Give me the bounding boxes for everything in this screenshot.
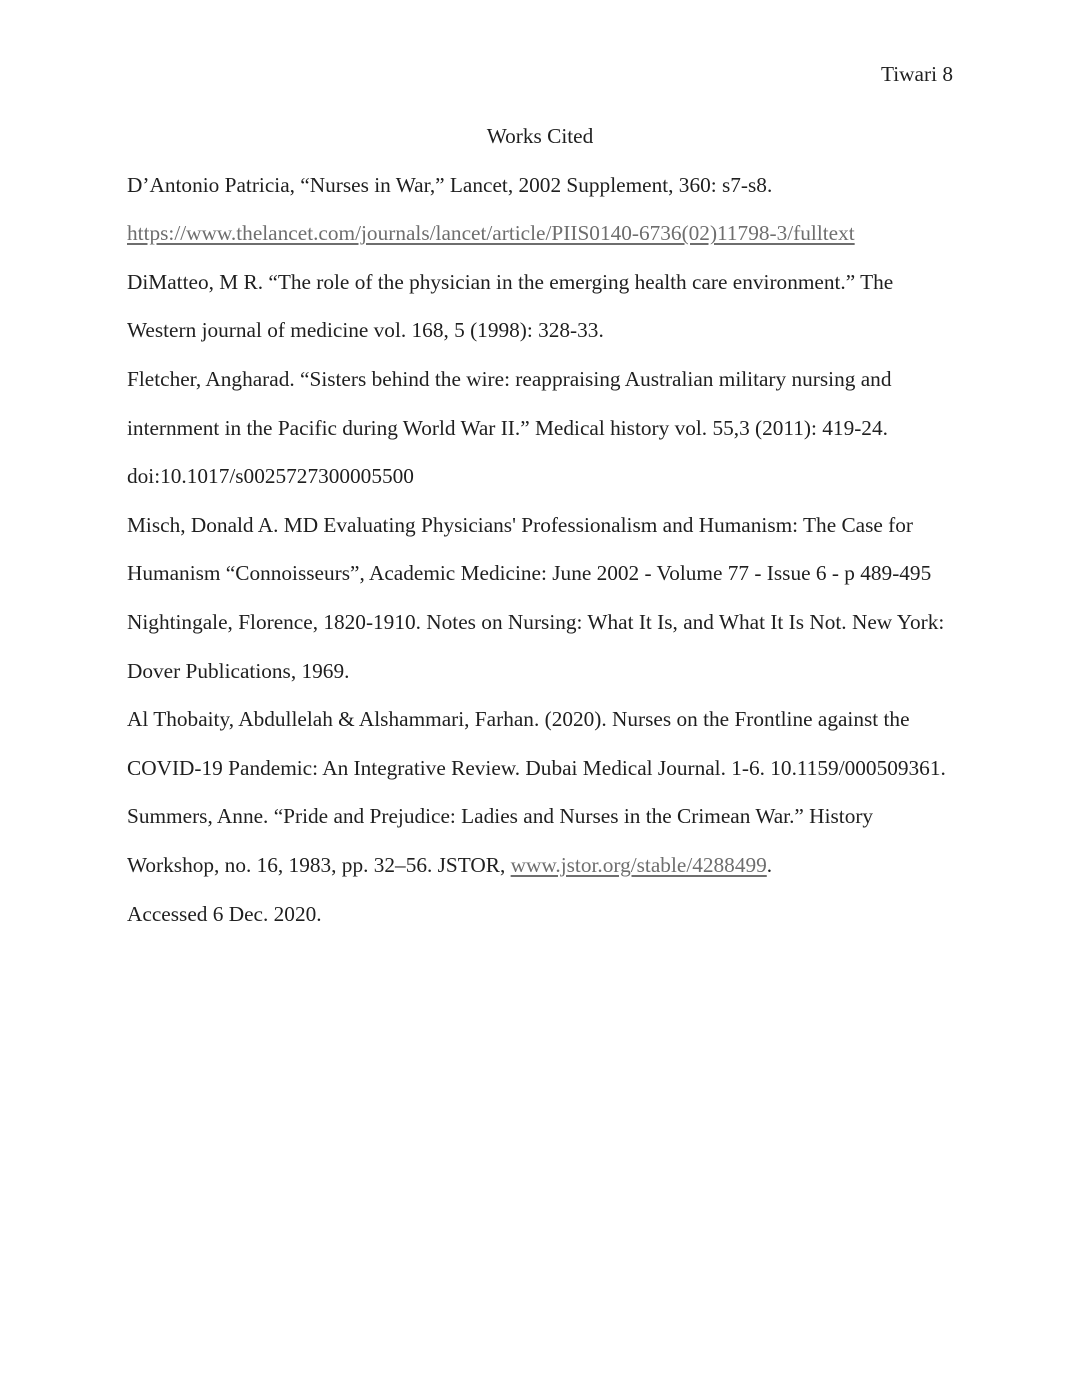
document-line — [127, 209, 953, 258]
document-line — [127, 452, 953, 501]
text-segment: D’Antonio Patricia, “Nurses in War,” Lancet, 2002 Supplement, 360: s7-s8. — [127, 172, 773, 197]
text-segment: Accessed 6 Dec. 2020. — [127, 901, 322, 926]
document-line — [127, 306, 953, 355]
document-line — [127, 161, 953, 210]
document-line — [127, 792, 953, 841]
document-line — [127, 647, 953, 696]
text-segment: . — [766, 852, 773, 877]
document-line — [127, 598, 953, 647]
document-line — [127, 258, 953, 307]
works-cited-body — [127, 112, 953, 938]
document-line — [127, 501, 953, 550]
text-segment: doi:10.1017/s0025727300005500 — [127, 464, 414, 489]
document-line — [127, 841, 953, 890]
hyperlink[interactable]: www.jstor.org/stable/4288499 — [510, 852, 767, 877]
text-segment: Summers, Anne. “Pride and Prejudice: Ladies and Nurses in the Crimean War.” History — [127, 804, 874, 829]
text-segment: Misch, Donald A. MD Evaluating Physicians' Professionalism and Humanism: The Case for — [127, 512, 914, 537]
text-segment: Humanism “Connoisseurs”, Academic Medicine: June 2002 - Volume 77 - Issue 6 - p 489-495 — [127, 561, 932, 586]
text-segment: Fletcher, Angharad. “Sisters behind the wire: reappraising Australian military nursing and — [127, 366, 892, 391]
text-segment: DiMatteo, M R. “The role of the physician in the emerging health care environment.” The — [127, 269, 894, 294]
text-segment: Workshop, no. 16, 1983, pp. 32–56. JSTOR, — [127, 852, 511, 877]
text-segment: Dover Publications, 1969. — [127, 658, 350, 683]
text-segment: Al Thobaity, Abdullelah & Alshammari, Farhan. (2020). Nurses on the Frontline against the — [127, 707, 910, 732]
page-header-author-pagenumber: Tiwari 8 — [881, 62, 953, 86]
document-line — [127, 355, 953, 404]
document-line — [127, 404, 953, 453]
text-segment: Works Cited — [486, 124, 594, 148]
document-line — [127, 744, 953, 793]
document-line — [127, 890, 953, 939]
document-line — [127, 549, 953, 598]
hyperlink[interactable]: https://www.thelancet.com/journals/lancet/article/PIIS0140-6736(02)11798-3/fulltext — [127, 221, 855, 246]
page-title — [127, 112, 953, 161]
text-segment: internment in the Pacific during World War II.” Medical history vol. 55,3 (2011): 419-24. — [127, 415, 888, 440]
text-segment: Nightingale, Florence, 1820-1910. Notes on Nursing: What It Is, and What It Is Not. New York: — [127, 609, 945, 634]
text-segment: COVID-19 Pandemic: An Integrative Review. Dubai Medical Journal. 1-6. 10.1159/000509361. — [127, 755, 946, 780]
document-line — [127, 695, 953, 744]
text-segment: Western journal of medicine vol. 168, 5 (1998): 328-33. — [127, 318, 604, 343]
